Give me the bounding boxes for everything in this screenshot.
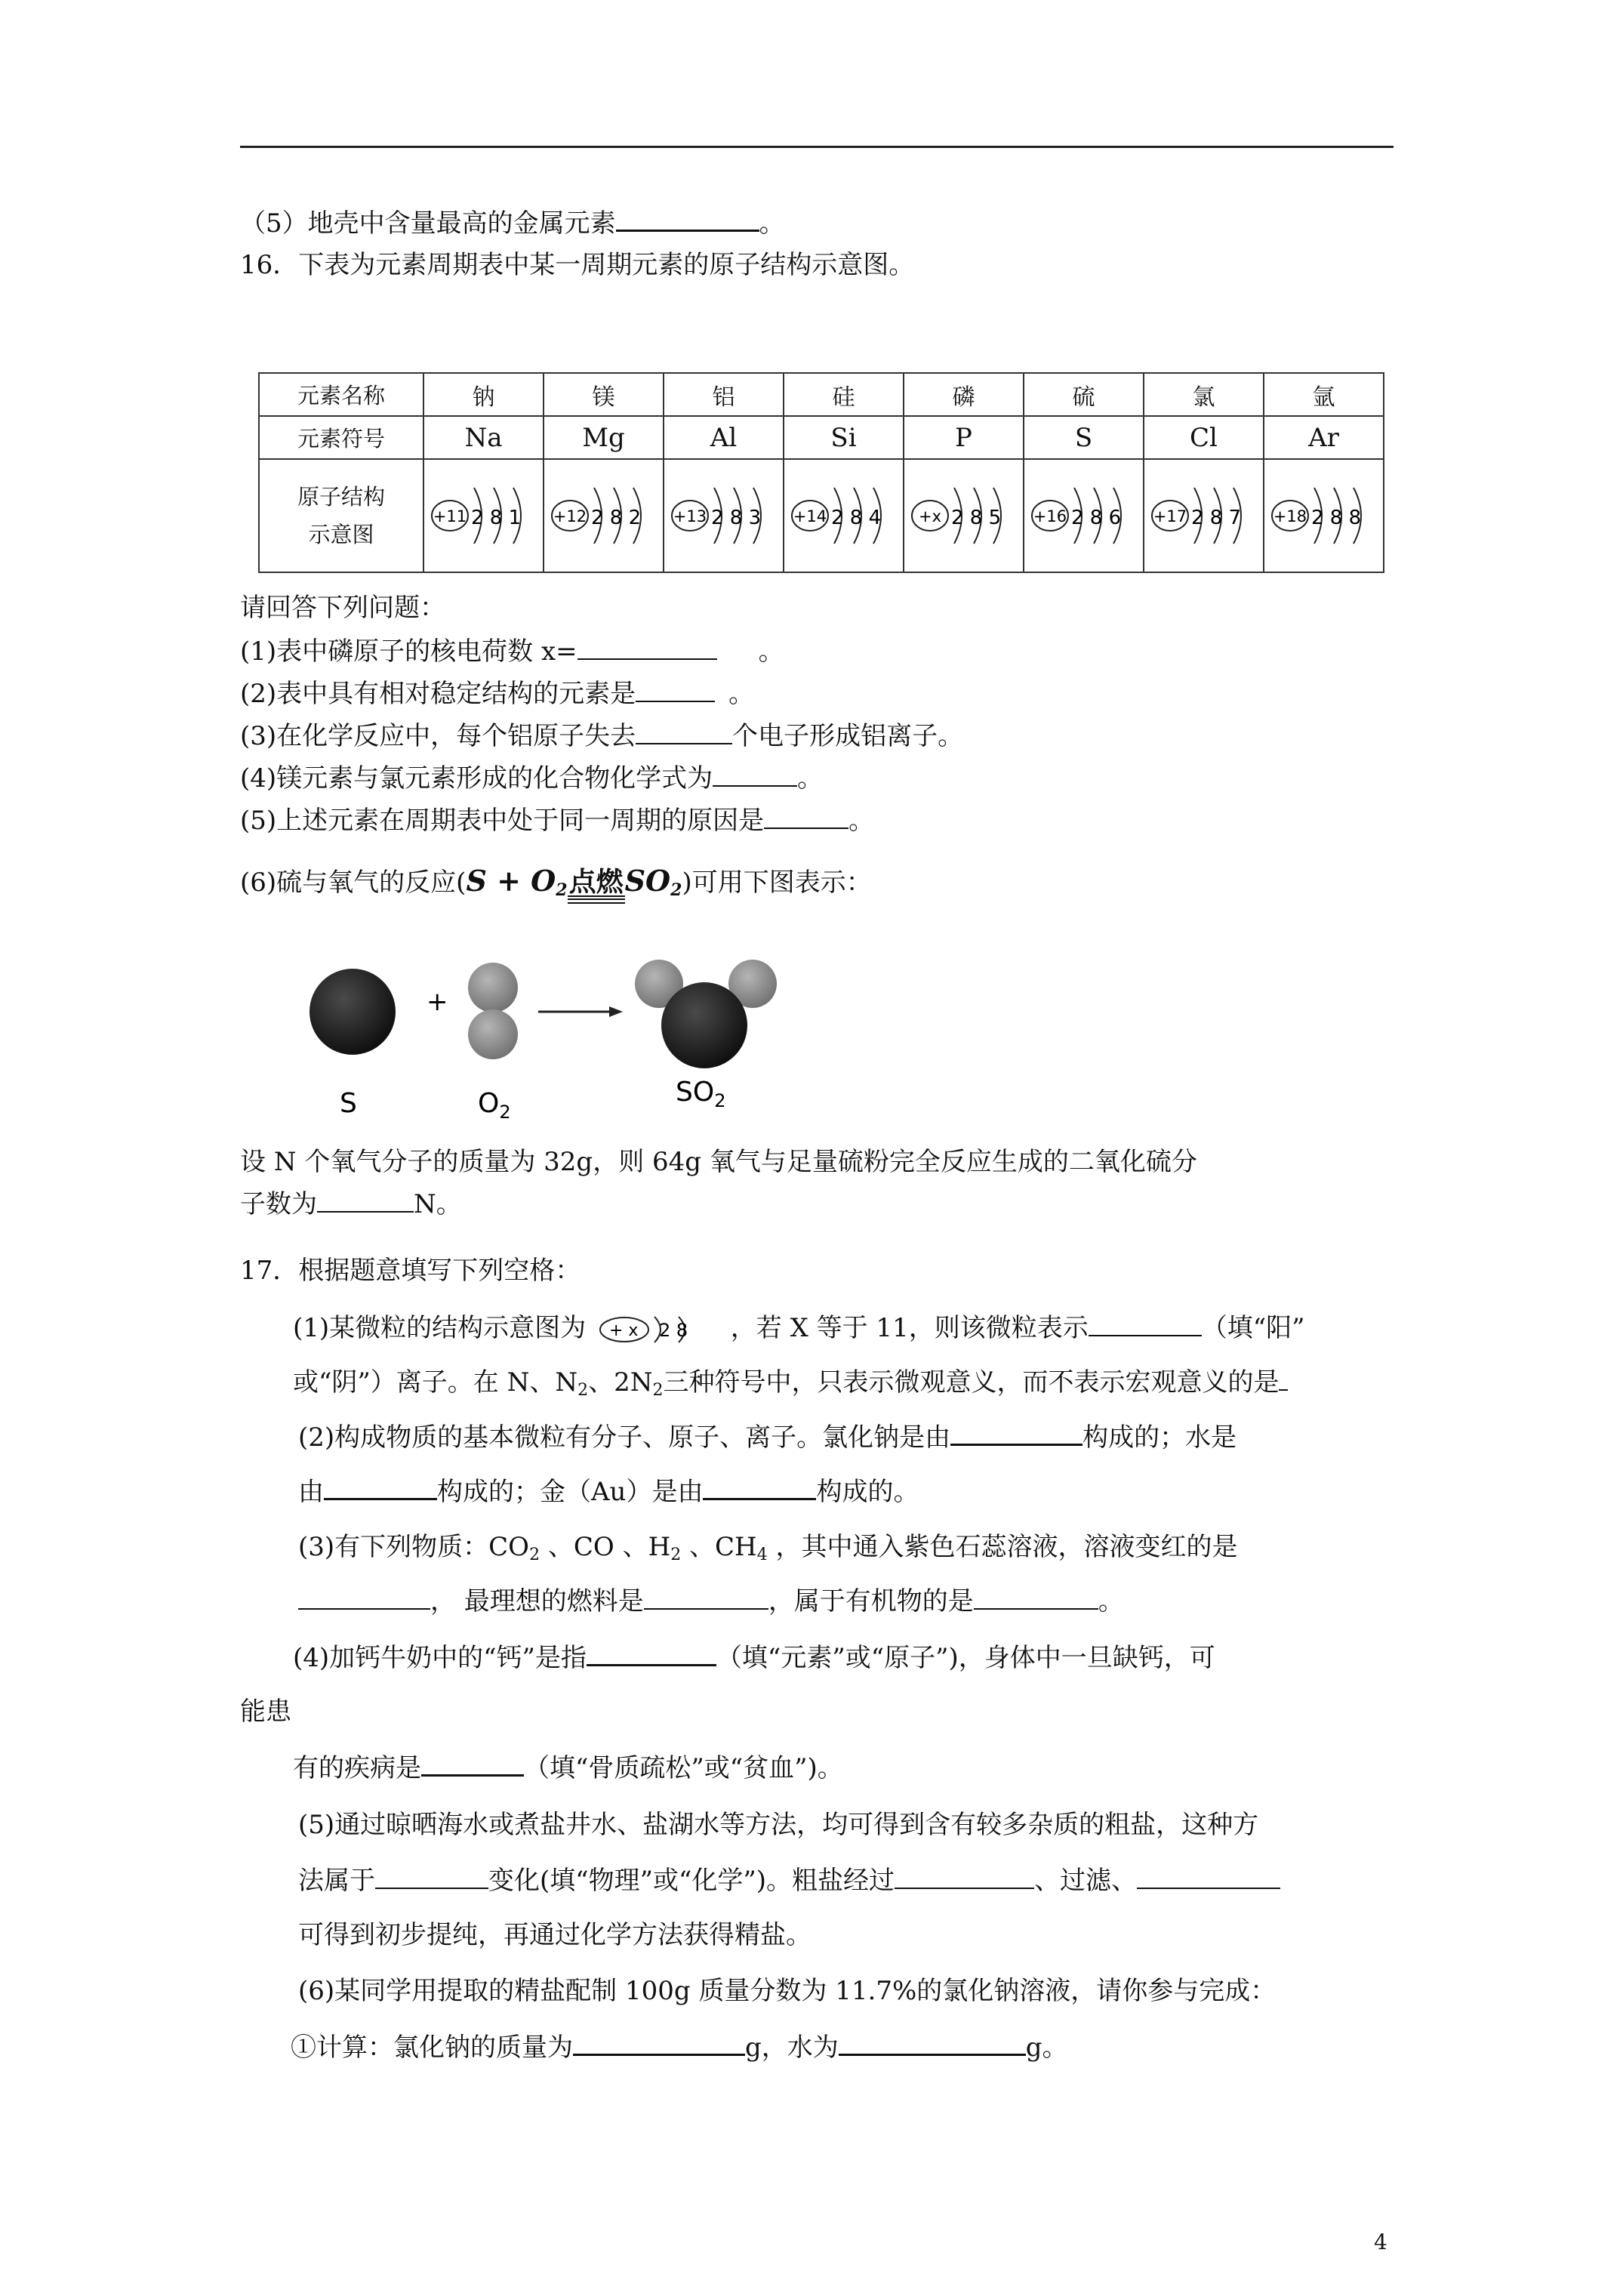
reaction-equation <box>466 864 682 898</box>
cell-symbol: Si <box>784 416 904 459</box>
answer-blank[interactable] <box>1089 1311 1202 1336</box>
q17-part4-line3 <box>293 1750 843 1786</box>
answer-blank[interactable] <box>616 205 759 232</box>
q16-part5-text: (5)上述元素在周期表中处于同一周期的原因是 <box>240 806 765 836</box>
q16-intro: 请回答下列问题： <box>240 593 445 623</box>
equation-right: SO <box>624 864 671 898</box>
cell-symbol: P <box>904 416 1024 459</box>
label-so2-text: SO <box>676 1077 715 1108</box>
q16-part6-tail: )可用下图表示： <box>682 868 872 898</box>
atom-diagram-cell <box>1144 459 1264 572</box>
q17-part5: (5)通过晾晒海水或煮盐井水、盐湖水等方法，均可得到含有较多杂质的粗盐，这种方 <box>298 1810 1259 1840</box>
q17-part3-line2-text: ， 最理想的燃料是 <box>430 1586 644 1616</box>
atom-structure-diagram <box>547 467 661 565</box>
ion-structure-diagram <box>594 1311 722 1348</box>
nucleus-charge: +13 <box>673 507 707 525</box>
cell-symbol: Ar <box>1264 416 1384 459</box>
atom-diagram-cell <box>904 459 1024 572</box>
nucleus-charge: +x <box>918 507 941 525</box>
atom-diagram-cell <box>1264 459 1384 572</box>
q17-part2-tail: 构成的；水是 <box>1083 1422 1237 1453</box>
answer-blank[interactable] <box>636 719 732 744</box>
nucleus-charge: +14 <box>793 507 827 525</box>
q16-part2 <box>240 676 754 711</box>
q16-part7-tail: N。 <box>414 1189 462 1219</box>
atom-structure-diagram <box>1267 467 1381 565</box>
q16-title: 16．下表为元素周期表中某一周期元素的原子结构示意图。 <box>240 250 915 280</box>
oxygen-atom <box>468 963 518 1012</box>
cell-symbol: Cl <box>1144 416 1264 459</box>
nucleus-charge: +17 <box>1153 507 1187 525</box>
answer-blank[interactable] <box>324 1474 437 1500</box>
cell-symbol: Al <box>664 416 784 459</box>
answer-blank[interactable] <box>577 634 717 660</box>
label-o2-sub: 2 <box>499 1102 511 1123</box>
answer-blank[interactable] <box>573 2029 745 2056</box>
q17-part4-line3-text: 有的疾病是 <box>293 1753 421 1783</box>
cell-name: 铝 <box>664 373 784 416</box>
atom-structure-diagram <box>907 467 1021 565</box>
q17-part5-line2-mid: 变化(填“物理”或“化学”)。粗盐经过 <box>488 1866 895 1896</box>
q17-part3-line2 <box>298 1584 1124 1619</box>
answer-blank[interactable] <box>974 1584 1098 1610</box>
answer-blank[interactable] <box>587 1640 716 1666</box>
q17-line2-mid: 、2N <box>588 1367 653 1398</box>
nucleus-charge: +18 <box>1273 507 1307 525</box>
cell-name: 镁 <box>544 373 664 416</box>
q17-part5-line3: 可得到初步提纯，再通过化学方法获得精盐。 <box>298 1920 812 1950</box>
answer-blank[interactable] <box>895 1863 1034 1889</box>
atom-structure-diagram <box>1147 467 1261 565</box>
q17-part4 <box>293 1640 1215 1675</box>
answer-blank[interactable] <box>713 761 797 787</box>
q17-title: 17．根据题意填写下列空格： <box>240 1256 581 1286</box>
period: 。 <box>797 763 824 794</box>
q17-part3 <box>298 1530 1238 1573</box>
q16-part3 <box>240 719 963 754</box>
electron-counts: 2 8 8 <box>1310 507 1361 529</box>
q16-part1 <box>240 634 784 669</box>
nucleus-charge: +11 <box>433 507 467 525</box>
atom-structure-diagram <box>667 467 781 565</box>
q16-part3-tail: 个电子形成铝离子。 <box>732 721 964 751</box>
plus-sign: + <box>427 987 448 1017</box>
label-so2-sub: 2 <box>714 1090 726 1111</box>
atom-structure-diagram <box>1027 467 1141 565</box>
q16-part2-text: (2)表中具有相对稳定结构的元素是 <box>240 679 636 709</box>
answer-blank[interactable] <box>317 1187 414 1213</box>
q17-part1-text: (1)某微粒的结构示意图为 <box>293 1313 587 1343</box>
atom-diagram-cell <box>664 459 784 572</box>
q17-part4-tail: （填“元素”或“原子”)，身体中一旦缺钙，可 <box>716 1643 1215 1673</box>
reaction-diagram <box>298 950 812 1123</box>
answer-blank[interactable] <box>839 2029 1026 2056</box>
ion-nucleus-label: + x <box>608 1321 639 1340</box>
atom-diagram-cell <box>544 459 664 572</box>
arrow-head <box>609 1006 623 1017</box>
q17-part2-line2-tail: 构成的。 <box>816 1477 919 1507</box>
subscript: 2 <box>652 1381 664 1400</box>
atom-diagram-cell <box>1024 459 1144 572</box>
q17-part5-line2 <box>298 1863 1280 1898</box>
row-header-structure-line1: 原子结构 <box>297 484 385 510</box>
element-table <box>258 372 1384 573</box>
atom-diagram-cell <box>784 459 904 572</box>
sulfur-atom <box>310 969 396 1055</box>
q17-part2-text: (2)构成物质的基本微粒有分子、原子、离子。氯化钠是由 <box>298 1422 951 1453</box>
row-header-structure <box>259 459 423 572</box>
q17-line2-text: 或“阴”）离子。在 N、N <box>293 1367 578 1398</box>
answer-blank[interactable] <box>764 803 848 829</box>
q16-part7-text: 子数为 <box>240 1189 317 1219</box>
q17-part4-line3-tail: （填“骨质疏松”或“贫血”)。 <box>524 1753 843 1783</box>
q17-part6-calc-mid: g，水为 <box>745 2032 839 2063</box>
q17-part1-tail: （填“阳” <box>1201 1313 1305 1343</box>
atom-diagram-cell <box>423 459 544 572</box>
q17-part6-calc-text: ①计算：氯化钠的质量为 <box>291 2032 573 2063</box>
row-header-structure-line2: 示意图 <box>308 522 374 547</box>
atom-structure-diagram <box>427 467 540 565</box>
electron-counts: 2 8 3 <box>710 507 761 529</box>
q17-part1-mid: ，若 X 等于 11，则该微粒表示 <box>730 1313 1089 1343</box>
q17-part3-text: (3)有下列物质：CO <box>298 1532 530 1562</box>
answer-blank[interactable] <box>375 1863 488 1889</box>
period: 。 <box>848 806 875 836</box>
electron-counts: 2 8 4 <box>830 507 881 529</box>
answer-blank[interactable] <box>703 1474 816 1500</box>
q17-part5-line2-text: 法属于 <box>298 1866 375 1896</box>
cell-symbol: S <box>1024 416 1144 459</box>
q16-part4-text: (4)镁元素与氯元素形成的化合物化学式为 <box>240 763 713 794</box>
q16-part5 <box>240 803 874 838</box>
q17-part3-tail: ，其中通入紫色石蕊溶液，溶液变红的是 <box>767 1532 1238 1562</box>
equation-left: S + O <box>466 864 556 898</box>
electron-counts: 2 8 6 <box>1070 507 1121 529</box>
cell-name: 氯 <box>1144 373 1264 416</box>
nucleus-charge: +16 <box>1033 507 1067 525</box>
q17-part3-mid2: 、CH <box>681 1532 757 1562</box>
cell-name: 硫 <box>1024 373 1144 416</box>
q17-part1-line2 <box>293 1365 1288 1408</box>
cell-name: 硅 <box>784 373 904 416</box>
q17-part2-line2-mid: 构成的；金（Au）是由 <box>437 1477 704 1507</box>
subscript: 2 <box>529 1546 540 1564</box>
ion-shells-label: 2 8 <box>658 1320 688 1341</box>
answer-blank[interactable] <box>1279 1365 1288 1391</box>
answer-blank[interactable] <box>636 676 715 702</box>
subscript: 4 <box>756 1546 768 1564</box>
answer-blank[interactable] <box>1137 1863 1280 1889</box>
period: 。 <box>1098 1586 1124 1616</box>
q16-part7-line2 <box>240 1187 462 1222</box>
header-rule <box>240 146 1394 148</box>
oxygen-atom <box>468 1009 518 1059</box>
row-header-symbol: 元素符号 <box>259 416 423 459</box>
subscript: 2 <box>670 1546 682 1564</box>
label-o2-text: O <box>478 1088 500 1119</box>
answer-blank[interactable] <box>950 1419 1083 1446</box>
period: 。 <box>758 636 784 667</box>
electron-counts: 2 8 7 <box>1190 507 1241 529</box>
nucleus-charge: +12 <box>553 507 587 525</box>
atom-structure-diagram <box>787 467 901 565</box>
q15-part5 <box>240 205 785 241</box>
q17-part2 <box>298 1419 1236 1455</box>
q17-part3-mid: 、CO 、H <box>540 1532 671 1562</box>
equation-sub: 2 <box>556 880 568 900</box>
q17-part1 <box>293 1311 1304 1348</box>
q17-part6-calc <box>291 2029 1068 2065</box>
equation-sub: 2 <box>670 880 682 900</box>
answer-blank[interactable] <box>644 1584 768 1610</box>
q17-part4-text: (4)加钙牛奶中的“钙”是指 <box>293 1643 587 1673</box>
period: 。 <box>728 679 755 709</box>
q17-part2-line2-text: 由 <box>298 1477 324 1507</box>
answer-blank[interactable] <box>421 1750 524 1777</box>
label-s: S <box>340 1088 357 1119</box>
q17-part6-calc-tail: g。 <box>1025 2032 1068 2063</box>
q16-part1-text: (1)表中磷原子的核电荷数 x= <box>240 636 577 667</box>
label-o2 <box>478 1088 511 1123</box>
q17-part5-line2-mid2: 、过滤、 <box>1034 1866 1138 1896</box>
sulfur-atom <box>661 982 747 1068</box>
q16-part6 <box>240 864 872 908</box>
q16-part3-text: (3)在化学反应中，每个铝原子失去 <box>240 721 636 751</box>
label-so2 <box>676 1077 725 1111</box>
q17-part4-wrap: 能患 <box>240 1697 291 1727</box>
row-header-name: 元素名称 <box>259 373 423 416</box>
q16-part4 <box>240 761 823 796</box>
cell-name: 钠 <box>423 373 544 416</box>
cell-symbol: Na <box>423 416 544 459</box>
subscript: 2 <box>577 1381 589 1400</box>
q17-part6: (6)某同学用提取的精盐配制 100g 质量分数为 11.7%的氯化钠溶液，请你参与完成： <box>298 1976 1277 2006</box>
cell-name: 氩 <box>1264 373 1384 416</box>
electron-counts: 2 8 1 <box>470 507 521 529</box>
period: 。 <box>759 208 785 239</box>
answer-blank[interactable] <box>298 1584 430 1610</box>
q17-line2-tail: 三种符号中，只表示微观意义，而不表示宏观意义的是 <box>663 1367 1280 1398</box>
q16-part6-text: (6)硫与氧气的反应( <box>240 868 467 898</box>
page-number: 4 <box>1374 2230 1387 2254</box>
electron-counts: 2 8 2 <box>590 507 641 529</box>
cell-name: 磷 <box>904 373 1024 416</box>
cell-symbol: Mg <box>544 416 664 459</box>
q15-part5-text: （5）地壳中含量最高的金属元素 <box>240 208 616 239</box>
q16-part7-line1: 设 N 个氧气分子的质量为 32g，则 64g 氧气与足量硫粉完全反应生成的二氧化硫分 <box>240 1147 1197 1177</box>
q17-part3-line2-mid: ，属于有机物的是 <box>768 1586 974 1616</box>
q17-part2-line2 <box>298 1474 919 1509</box>
electron-counts: 2 8 5 <box>950 507 1001 529</box>
equation-condition: 点燃 <box>568 866 624 898</box>
